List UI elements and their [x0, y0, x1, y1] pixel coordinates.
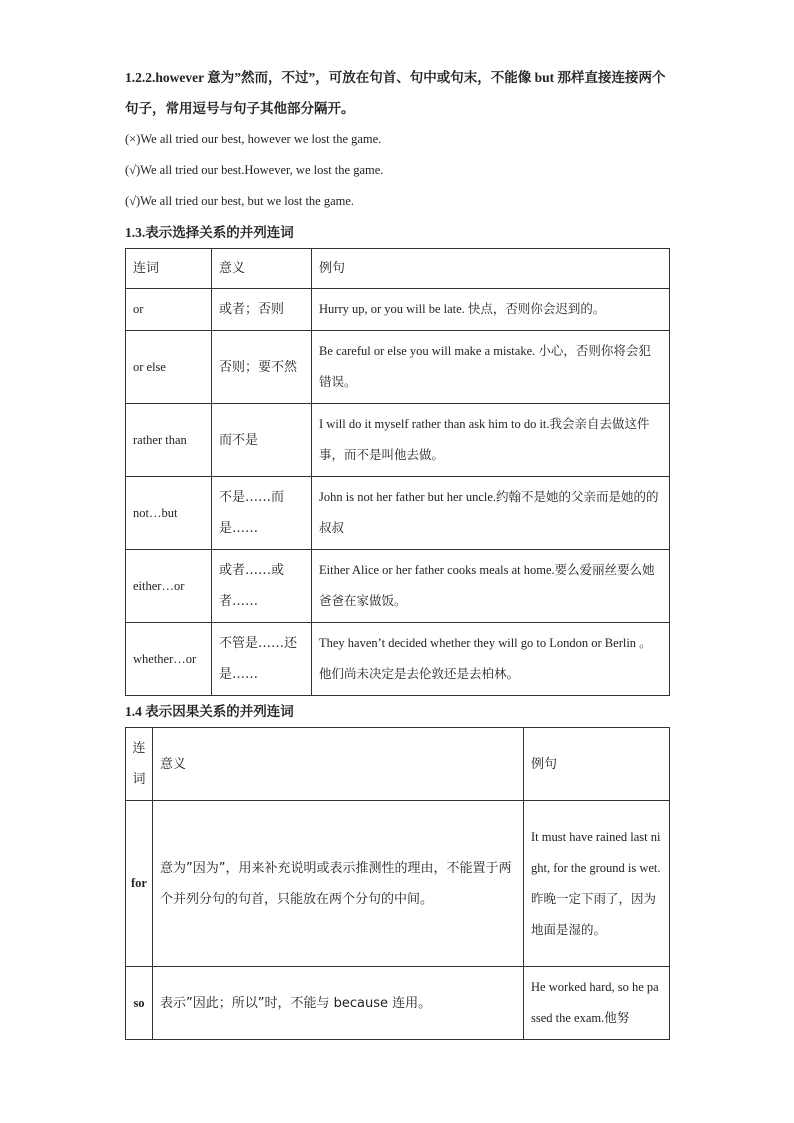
table-header-row [126, 249, 670, 289]
table-header-row [126, 728, 670, 801]
conjunction-cell: or else [126, 331, 212, 404]
example-cell: They haven’t decided whether they will go to London or Berlin 。他们尚未决定是去伦敦还是去柏林。 [312, 623, 670, 696]
meaning-cell: 否则；要不然 [212, 331, 312, 404]
example-cell: Be careful or else you will make a mistake. 小心，否则你将会犯错误。 [312, 331, 670, 404]
section-heading-cause: 1.4 表示因果关系的并列连词 [125, 704, 294, 719]
conjunction-cell: rather than [126, 404, 212, 477]
conjunction-cell: for [126, 801, 153, 967]
table-row [126, 404, 670, 477]
section-heading-choice: 1.3.表示选择关系的并列连词 [125, 225, 294, 240]
header-example: 例句 [312, 249, 670, 289]
header-meaning: 意义 [153, 728, 524, 801]
example-sentence-correct-1: (√)We all tried our best.However, we lost the game. [125, 163, 384, 177]
example-cell: Hurry up, or you will be late. 快点，否则你会迟到的。 [312, 289, 670, 331]
table-row [126, 967, 670, 1040]
table-row [126, 331, 670, 404]
example-cell: I will do it myself rather than ask him to do it.我会亲自去做这件事，而不是叫他去做。 [312, 404, 670, 477]
cause-conjunction-table [125, 727, 670, 1040]
example-cell: It must have rained last night, for the ground is wet.昨晚一定下雨了，因为地面是湿的。 [524, 801, 670, 967]
meaning-cell: 不管是……还是…… [212, 623, 312, 696]
meaning-cell: 而不是 [212, 404, 312, 477]
header-conjunction: 连词 [126, 728, 153, 801]
example-sentence-wrong: (×)We all tried our best, however we lost the game. [125, 132, 382, 146]
meaning-cell: 或者；否则 [212, 289, 312, 331]
meaning-cell: 或者……或者…… [212, 550, 312, 623]
meaning-cell: 意为”因为”，用来补充说明或表示推测性的理由，不能置于两个并列分句的句首，只能放在两个分句的中间。 [153, 801, 524, 967]
conjunction-cell: not…but [126, 477, 212, 550]
conjunction-cell: so [126, 967, 153, 1040]
example-cell: Either Alice or her father cooks meals at home.要么爱丽丝要么她爸爸在家做饭。 [312, 550, 670, 623]
header-meaning: 意义 [212, 249, 312, 289]
table-row [126, 477, 670, 550]
however-rule-paragraph: 1.2.2.however 意为”然而，不过”，可放在句首、句中或句末，不能像 but 那样直接连接两个句子，常用逗号与句子其他部分隔开。 [125, 70, 666, 116]
example-sentence-correct-2: (√)We all tried our best, but we lost the game. [125, 194, 355, 208]
table-row [126, 289, 670, 331]
header-example: 例句 [524, 728, 670, 801]
example-cell: John is not her father but her uncle.约翰不是她的父亲而是她的的叔叔 [312, 477, 670, 550]
example-cell: He worked hard, so he passed the exam.他努 [524, 967, 670, 1040]
choice-conjunction-table [125, 248, 670, 696]
conjunction-cell: either…or [126, 550, 212, 623]
conjunction-cell: or [126, 289, 212, 331]
header-conjunction: 连词 [126, 249, 212, 289]
document-page [125, 62, 669, 1040]
meaning-cell: 表示”因此；所以”时，不能与 because 连用。 [153, 967, 524, 1040]
table-row [126, 550, 670, 623]
conjunction-cell: whether…or [126, 623, 212, 696]
meaning-cell: 不是……而是…… [212, 477, 312, 550]
table-row [126, 801, 670, 967]
table-row [126, 623, 670, 696]
